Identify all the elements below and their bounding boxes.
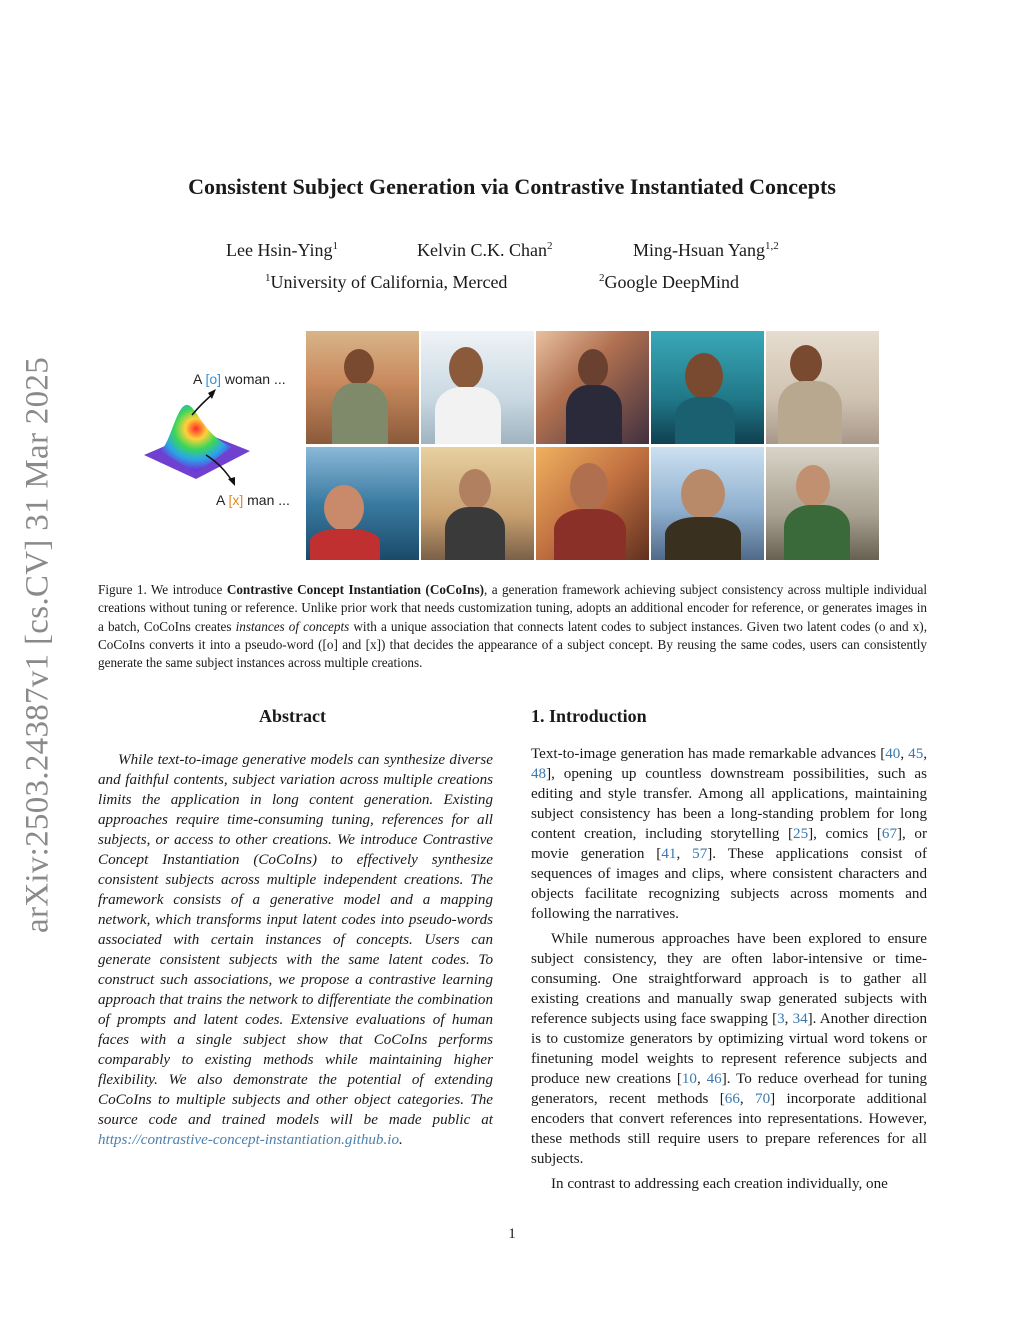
project-link[interactable]: https://contrastive-concept-instantiation.github.io — [98, 1132, 399, 1148]
citation-link[interactable]: 70 — [755, 1091, 771, 1107]
intro-text: , — [676, 846, 693, 862]
prompt-suffix: woman ... — [221, 371, 286, 387]
photo-woman-lab — [421, 331, 534, 444]
latent-landscape-diagram — [140, 385, 280, 495]
affiliation-name: Google DeepMind — [604, 272, 739, 292]
author-3 — [633, 240, 779, 261]
citation-link[interactable]: 3 — [777, 1011, 785, 1027]
introduction-body — [531, 744, 927, 1199]
author-name: Lee Hsin-Ying — [226, 240, 333, 260]
author-name: Kelvin C.K. Chan — [417, 240, 547, 260]
intro-text: ]. To reduce overhead for tuning generators, recent methods [ — [531, 1071, 928, 1107]
page-number: 1 — [508, 1226, 516, 1242]
intro-paragraph-1 — [531, 744, 927, 924]
citation-link[interactable]: 45 — [908, 746, 924, 762]
intro-text: While numerous approaches have been explored to ensure subject consistency, they are often labor-intensive or time-consuming. One straightforward approach is to gather all existing creations and manually swap generated subjects with reference subjects using face swapping [ — [531, 931, 927, 1027]
intro-text: , — [784, 1011, 793, 1027]
affiliation-sup: 1 — [265, 272, 271, 284]
photo-woman-neon — [536, 331, 649, 444]
citation-link[interactable]: 10 — [681, 1071, 697, 1087]
citation-link[interactable]: 66 — [724, 1091, 740, 1107]
abstract-heading: Abstract — [259, 706, 326, 726]
citation-link[interactable]: 48 — [531, 766, 547, 782]
token-o: [o] — [205, 371, 222, 387]
intro-text: ], opening up countless downstream possibilities, such as editing and style transfer. Among all applications, maintaining subject consistency has been a long-standing problem for long content creation, including storytelling [ — [531, 766, 927, 842]
citation-link[interactable]: 57 — [692, 846, 708, 862]
citation-link[interactable]: 46 — [706, 1071, 722, 1087]
intro-paragraph-3 — [531, 1174, 927, 1194]
intro-text: ]. These applications consist of sequences of images and clips, where consistent characters and objects facilitate recognizing subjects across moments and following the narratives. — [531, 846, 928, 922]
citation-link[interactable]: 67 — [881, 826, 897, 842]
intro-text: ] incorporate additional encoders that convert references into representations. However, these methods still require users to prepare references for all subjects. — [531, 1091, 927, 1167]
abstract-body — [98, 750, 493, 1150]
caption-label: Figure 1. We introduce — [98, 582, 227, 597]
intro-paragraph-2 — [531, 929, 927, 1169]
affiliation-2 — [599, 272, 739, 293]
citation-link[interactable]: 34 — [792, 1011, 808, 1027]
photo-man-workshop — [766, 447, 879, 560]
photo-man-ski — [651, 447, 764, 560]
author-sup: 2 — [547, 240, 553, 252]
author-sup: 1 — [332, 240, 338, 252]
intro-text: In contrast to addressing each creation individually, one — [551, 1176, 888, 1192]
author-sup: 1,2 — [765, 240, 779, 252]
intro-text: ], comics [ — [808, 826, 882, 842]
abstract-end: . — [399, 1132, 403, 1148]
abstract-text: While text-to-image generative models can synthesize diverse and faithful contents, subject variation across multiple creations limits the application in long content generation. Existing approaches require time-consuming tuning, references for all subjects, or access to other creations. We introduce Contrastive Concept Instantiation (CoCoIns) to effectively synthesize consistent subjects across multiple independent creations. The framework consists of a generative model and a mapping network, which transforms input latent codes into pseudo-words associated with certain instances of concepts. Users can generate consistent subjects with the same latent codes. To construct such associations, we propose a contrastive learning approach that trains the network to differentiate the combination of prompts and latent codes. Extensive evaluations of human faces with a single subject show that CoCoIns performs comparably to existing methods while maintaining higher flexibility. We also demonstrate the potential of extending CoCoIns to multiple subjects and other object categories. The source code and trained models will be made public at — [98, 752, 493, 1128]
citation-link[interactable]: 40 — [885, 746, 901, 762]
intro-text: Text-to-image generation has made remarkable advances [ — [531, 746, 886, 762]
photo-man-boat — [306, 447, 419, 560]
intro-text: , — [923, 746, 928, 762]
arrow-down-head — [228, 477, 235, 486]
citation-link[interactable]: 25 — [793, 826, 809, 842]
intro-text: , — [900, 746, 909, 762]
author-1 — [226, 240, 338, 261]
arxiv-id-text: arXiv:2503.24387v1 [cs.CV] 31 Mar 2025 — [19, 357, 56, 933]
caption-text-1: , a generation framework achieving subject consistency across multiple individual creations without tuning or reference. Unlike prior work that needs customization tuning, adopts an additional encoder for reference, or generates images in a batch, CoCoIns creates — [98, 582, 927, 634]
paper-title: Consistent Subject Generation via Contrastive Instantiated Concepts — [188, 174, 836, 199]
photo-woman-underwater — [651, 331, 764, 444]
prompt-prefix: A — [193, 371, 206, 387]
photo-man-autumn — [421, 447, 534, 560]
caption-bold: Contrastive Concept Instantiation (CoCoIns) — [226, 582, 485, 597]
intro-text: ]. Another direction is to customize generators by optimizing virtual word tokens or finetuning model weights to represent reference subjects and produce new creations [ — [531, 1011, 927, 1087]
author-name: Ming-Hsuan Yang — [633, 240, 766, 260]
photo-woman-kitchen — [766, 331, 879, 444]
photo-man-sunset — [536, 447, 649, 560]
introduction-heading: 1. Introduction — [531, 706, 647, 726]
intro-text: , — [739, 1091, 756, 1107]
affiliation-name: University of California, Merced — [270, 272, 508, 292]
prompt-prefix: A — [216, 492, 229, 508]
affiliation-sup: 2 — [599, 272, 605, 284]
caption-italic: instances of concepts — [235, 618, 350, 634]
intro-text: , — [696, 1071, 707, 1087]
affiliation-1 — [265, 272, 507, 293]
citation-link[interactable]: 41 — [661, 846, 677, 862]
token-x: [x] — [228, 492, 244, 508]
arxiv-identifier — [8, 350, 68, 940]
photo-woman-desert — [306, 331, 419, 444]
prompt-suffix: man ... — [243, 492, 290, 508]
sample-image-grid — [306, 331, 881, 561]
author-2 — [417, 240, 553, 261]
caption-text-2: with a unique association that connects latent codes to subject instances. Given two latent codes (o and x), CoCoIns converts it into a pseudo-word ([o] and [x]) that decides the appearance of a subject concept. By reusing the same codes, users can consistently generate the same subject instances across multiple creations. — [98, 618, 927, 671]
intro-text: ], or movie generation [ — [531, 826, 927, 862]
figure-caption — [98, 581, 927, 672]
